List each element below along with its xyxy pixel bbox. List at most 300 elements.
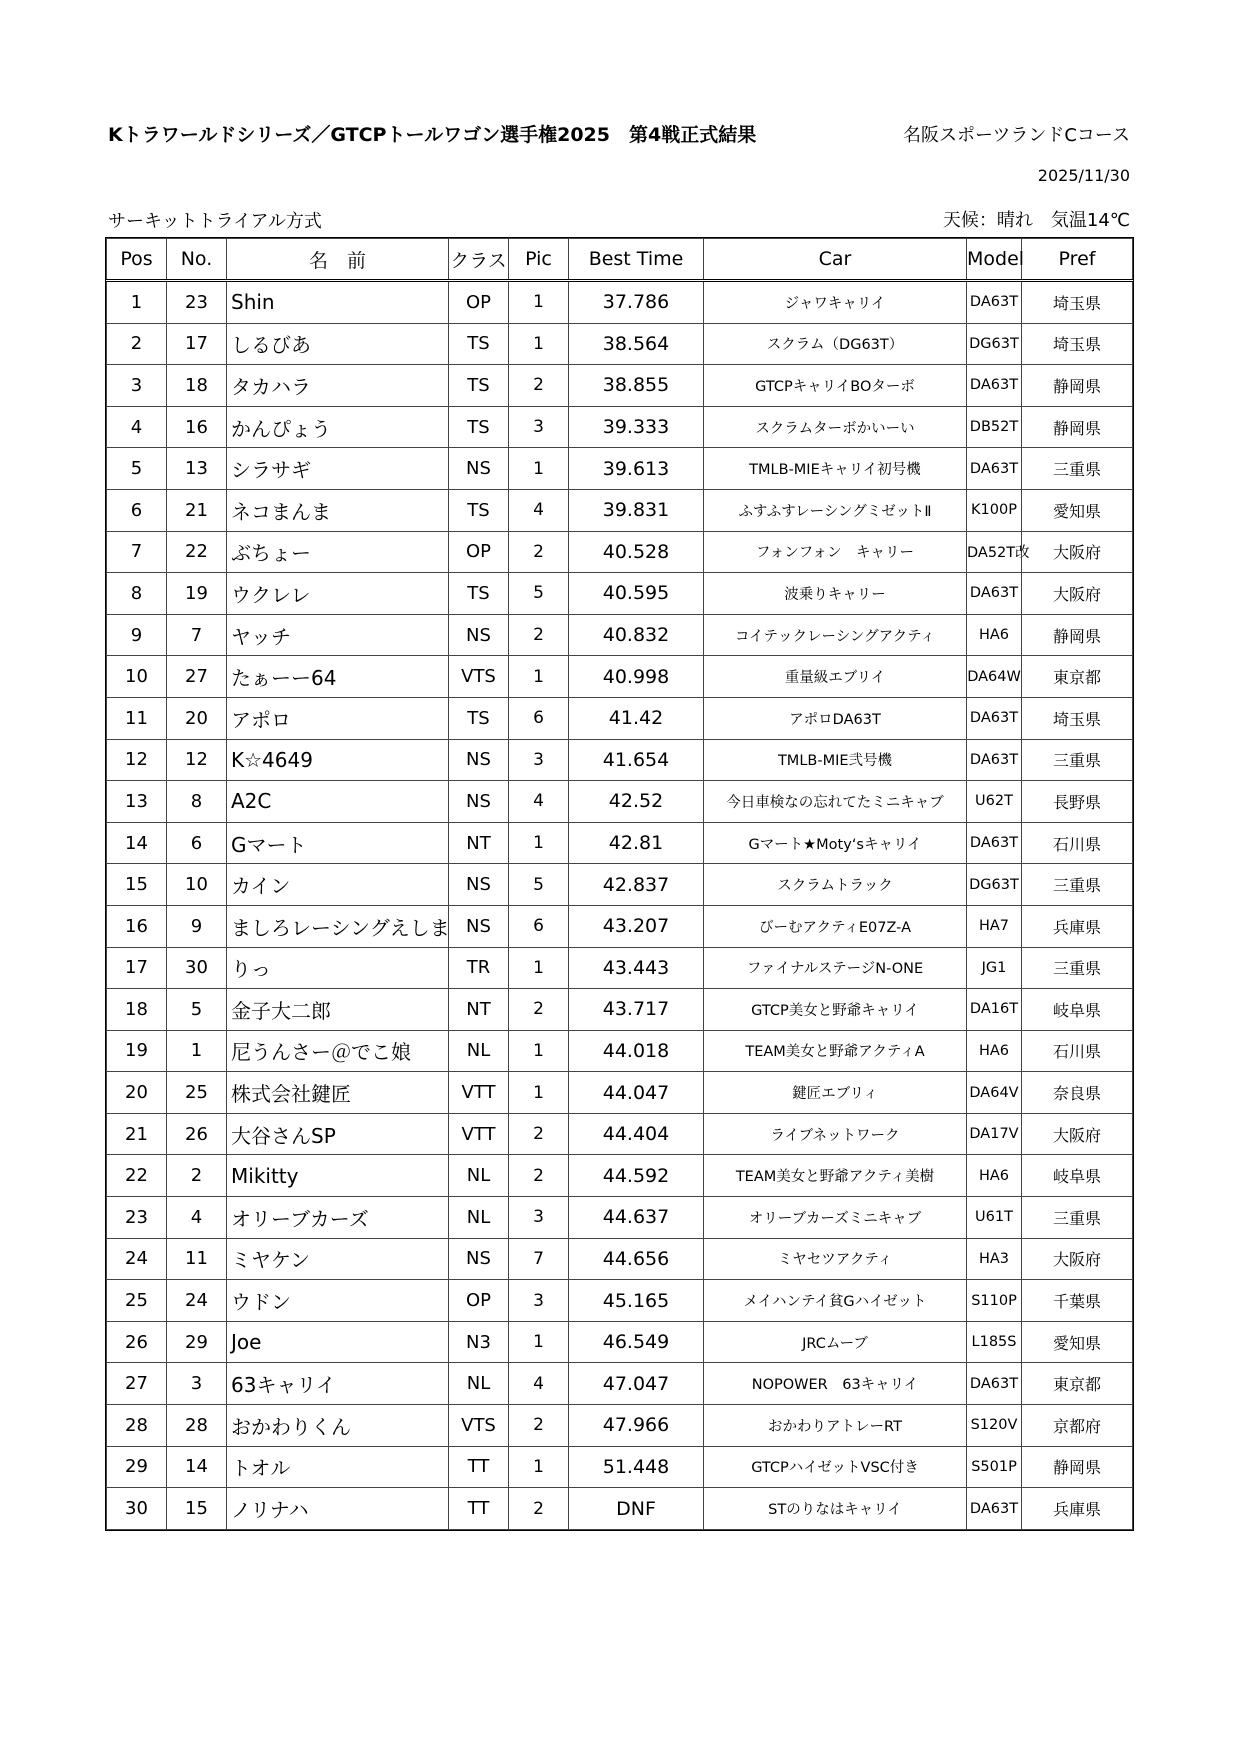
cell-class: OP	[449, 1280, 509, 1322]
cell-best-time: 45.165	[569, 1280, 704, 1322]
cell-pic: 7	[509, 1238, 569, 1280]
cell-pref: 大阪府	[1022, 1113, 1133, 1155]
cell-pos: 9	[107, 614, 167, 656]
cell-best-time: 46.549	[569, 1321, 704, 1363]
cell-name: タカハラ	[227, 365, 449, 407]
cell-pic: 1	[509, 1321, 569, 1363]
table-row	[107, 781, 1133, 823]
cell-pref: 京都府	[1022, 1405, 1133, 1447]
cell-class: NS	[449, 448, 509, 490]
table-row	[107, 1113, 1133, 1155]
cell-pref: 奈良県	[1022, 1072, 1133, 1114]
cell-name: アポロ	[227, 697, 449, 739]
cell-pref: 岐阜県	[1022, 1155, 1133, 1197]
cell-number: 21	[167, 489, 227, 531]
table-row	[107, 697, 1133, 739]
cell-name: おかわりくん	[227, 1405, 449, 1447]
cell-car: TMLB-MIEキャリイ初号機	[704, 448, 967, 490]
cell-number: 25	[167, 1072, 227, 1114]
cell-class: NL	[449, 1155, 509, 1197]
cell-pref: 大阪府	[1022, 531, 1133, 573]
table-row	[107, 1072, 1133, 1114]
cell-class: NL	[449, 1363, 509, 1405]
cell-best-time: 44.047	[569, 1072, 704, 1114]
cell-pic: 1	[509, 822, 569, 864]
cell-pic: 1	[509, 323, 569, 365]
cell-number: 24	[167, 1280, 227, 1322]
cell-number: 29	[167, 1321, 227, 1363]
cell-car: ふすふすレーシングミゼットⅡ	[704, 489, 967, 531]
cell-pic: 1	[509, 281, 569, 324]
cell-class: TR	[449, 947, 509, 989]
cell-name: ウクレレ	[227, 573, 449, 615]
cell-car: メイハンテイ貧Gハイゼット	[704, 1280, 967, 1322]
cell-class: NT	[449, 989, 509, 1031]
table-row	[107, 656, 1133, 698]
table-row	[107, 281, 1133, 324]
table-row	[107, 573, 1133, 615]
cell-pref: 埼玉県	[1022, 323, 1133, 365]
document-title: Kトラワールドシリーズ／GTCPトールワゴン選手権2025 第4戦正式結果	[108, 124, 757, 146]
cell-model: DA17V	[967, 1113, 1022, 1155]
cell-class: VTS	[449, 656, 509, 698]
cell-pref: 長野県	[1022, 781, 1133, 823]
cell-number: 13	[167, 448, 227, 490]
results-table	[106, 238, 1133, 1530]
cell-pref: 静岡県	[1022, 1446, 1133, 1488]
cell-pref: 埼玉県	[1022, 697, 1133, 739]
cell-number: 22	[167, 531, 227, 573]
cell-model: DG63T	[967, 323, 1022, 365]
table-row	[107, 614, 1133, 656]
cell-best-time: 38.855	[569, 365, 704, 407]
table-row	[107, 531, 1133, 573]
table-row	[107, 989, 1133, 1031]
cell-pos: 13	[107, 781, 167, 823]
cell-pic: 2	[509, 1113, 569, 1155]
cell-pos: 24	[107, 1238, 167, 1280]
cell-name: 株式会社鍵匠	[227, 1072, 449, 1114]
cell-car: 波乗りキャリー	[704, 573, 967, 615]
cell-pos: 8	[107, 573, 167, 615]
cell-model: DA63T	[967, 281, 1022, 324]
table-row	[107, 1321, 1133, 1363]
cell-pos: 6	[107, 489, 167, 531]
cell-pref: 三重県	[1022, 864, 1133, 906]
cell-pos: 3	[107, 365, 167, 407]
cell-car: 鍵匠エブリィ	[704, 1072, 967, 1114]
cell-best-time: 40.595	[569, 573, 704, 615]
cell-number: 5	[167, 989, 227, 1031]
cell-name: ウドン	[227, 1280, 449, 1322]
cell-pref: 石川県	[1022, 822, 1133, 864]
cell-best-time: 38.564	[569, 323, 704, 365]
cell-class: NS	[449, 739, 509, 781]
cell-model: U61T	[967, 1197, 1022, 1239]
column-header-no: No.	[167, 239, 227, 281]
cell-name: Gマート	[227, 822, 449, 864]
cell-best-time: 44.018	[569, 1030, 704, 1072]
cell-best-time: 43.207	[569, 905, 704, 947]
table-row	[107, 864, 1133, 906]
cell-class: NS	[449, 781, 509, 823]
cell-car: GTCPキャリイBOターボ	[704, 365, 967, 407]
cell-name: オリーブカーズ	[227, 1197, 449, 1239]
cell-number: 1	[167, 1030, 227, 1072]
cell-pic: 3	[509, 739, 569, 781]
cell-pic: 4	[509, 489, 569, 531]
cell-number: 30	[167, 947, 227, 989]
table-row	[107, 1363, 1133, 1405]
cell-name: ネコまんま	[227, 489, 449, 531]
cell-model: S110P	[967, 1280, 1022, 1322]
cell-pos: 27	[107, 1363, 167, 1405]
cell-pic: 6	[509, 697, 569, 739]
cell-model: DA64V	[967, 1072, 1022, 1114]
cell-class: N3	[449, 1321, 509, 1363]
cell-model: JG1	[967, 947, 1022, 989]
cell-pic: 2	[509, 989, 569, 1031]
cell-number: 28	[167, 1405, 227, 1447]
cell-pic: 3	[509, 1280, 569, 1322]
cell-car: ライブネットワーク	[704, 1113, 967, 1155]
event-date: 2025/11/30	[1037, 166, 1130, 185]
cell-model: DA63T	[967, 448, 1022, 490]
cell-pref: 大阪府	[1022, 1238, 1133, 1280]
cell-pos: 25	[107, 1280, 167, 1322]
cell-best-time: 40.998	[569, 656, 704, 698]
cell-pos: 16	[107, 905, 167, 947]
cell-number: 15	[167, 1488, 227, 1530]
cell-number: 17	[167, 323, 227, 365]
column-header-name: 名 前	[227, 239, 449, 281]
cell-pic: 5	[509, 864, 569, 906]
cell-pos: 20	[107, 1072, 167, 1114]
cell-name: かんぴょう	[227, 406, 449, 448]
cell-best-time: 42.81	[569, 822, 704, 864]
cell-pic: 1	[509, 1446, 569, 1488]
cell-model: L185S	[967, 1321, 1022, 1363]
cell-number: 8	[167, 781, 227, 823]
cell-car: STのりなはキャリイ	[704, 1488, 967, 1530]
cell-class: TS	[449, 406, 509, 448]
cell-pos: 26	[107, 1321, 167, 1363]
cell-car: NOPOWER 63キャリイ	[704, 1363, 967, 1405]
cell-car: コイテックレーシングアクティ	[704, 614, 967, 656]
cell-car: スクラムターボかいーい	[704, 406, 967, 448]
cell-pref: 兵庫県	[1022, 905, 1133, 947]
table-row	[107, 323, 1133, 365]
cell-car: スクラム（DG63T）	[704, 323, 967, 365]
cell-pref: 三重県	[1022, 1197, 1133, 1239]
cell-best-time: 44.637	[569, 1197, 704, 1239]
table-row	[107, 1197, 1133, 1239]
table-row	[107, 365, 1133, 407]
cell-model: DA52T改	[967, 531, 1022, 573]
cell-pref: 東京都	[1022, 656, 1133, 698]
cell-pref: 静岡県	[1022, 365, 1133, 407]
results-body	[107, 281, 1133, 1530]
cell-best-time: 43.443	[569, 947, 704, 989]
cell-pic: 2	[509, 614, 569, 656]
cell-pic: 1	[509, 448, 569, 490]
cell-pic: 2	[509, 365, 569, 407]
cell-pos: 30	[107, 1488, 167, 1530]
cell-pos: 23	[107, 1197, 167, 1239]
cell-best-time: 42.52	[569, 781, 704, 823]
cell-car: おかわりアトレーRT	[704, 1405, 967, 1447]
cell-pic: 3	[509, 1197, 569, 1239]
cell-model: DA63T	[967, 365, 1022, 407]
cell-class: TS	[449, 365, 509, 407]
table-row	[107, 1030, 1133, 1072]
cell-model: K100P	[967, 489, 1022, 531]
cell-pos: 18	[107, 989, 167, 1031]
cell-best-time: DNF	[569, 1488, 704, 1530]
column-header-best-time: Best Time	[569, 239, 704, 281]
cell-pos: 12	[107, 739, 167, 781]
cell-class: TT	[449, 1446, 509, 1488]
cell-name: ノリナハ	[227, 1488, 449, 1530]
cell-car: GTCPハイゼットVSC付き	[704, 1446, 967, 1488]
cell-model: U62T	[967, 781, 1022, 823]
cell-pos: 22	[107, 1155, 167, 1197]
cell-name: カイン	[227, 864, 449, 906]
cell-car: 重量級エブリイ	[704, 656, 967, 698]
cell-number: 3	[167, 1363, 227, 1405]
cell-name: ましろレーシングえしま	[227, 905, 449, 947]
cell-car: オリーブカーズミニキャブ	[704, 1197, 967, 1239]
cell-model: S120V	[967, 1405, 1022, 1447]
cell-class: VTS	[449, 1405, 509, 1447]
cell-best-time: 39.831	[569, 489, 704, 531]
cell-number: 4	[167, 1197, 227, 1239]
cell-class: VTT	[449, 1072, 509, 1114]
cell-name: シラサギ	[227, 448, 449, 490]
cell-car: アポロDA63T	[704, 697, 967, 739]
cell-class: NL	[449, 1197, 509, 1239]
cell-pos: 17	[107, 947, 167, 989]
cell-best-time: 40.832	[569, 614, 704, 656]
cell-class: TT	[449, 1488, 509, 1530]
venue-name: 名阪スポーツランドCコース	[903, 125, 1130, 146]
cell-name: りっ	[227, 947, 449, 989]
cell-pic: 5	[509, 573, 569, 615]
cell-name: Shin	[227, 281, 449, 324]
cell-number: 20	[167, 697, 227, 739]
cell-best-time: 47.047	[569, 1363, 704, 1405]
cell-number: 2	[167, 1155, 227, 1197]
table-header-row	[107, 239, 1133, 281]
cell-number: 10	[167, 864, 227, 906]
cell-name: 大谷さんSP	[227, 1113, 449, 1155]
cell-number: 9	[167, 905, 227, 947]
cell-number: 12	[167, 739, 227, 781]
cell-pos: 4	[107, 406, 167, 448]
cell-class: TS	[449, 323, 509, 365]
cell-best-time: 44.592	[569, 1155, 704, 1197]
cell-number: 6	[167, 822, 227, 864]
cell-model: DB52T	[967, 406, 1022, 448]
cell-number: 18	[167, 365, 227, 407]
cell-best-time: 40.528	[569, 531, 704, 573]
cell-best-time: 41.654	[569, 739, 704, 781]
column-header-car: Car	[704, 239, 967, 281]
column-header-class: クラス	[449, 239, 509, 281]
cell-best-time: 37.786	[569, 281, 704, 324]
cell-pref: 愛知県	[1022, 489, 1133, 531]
cell-pic: 2	[509, 1405, 569, 1447]
cell-car: Gマート★Moty‘sキャリイ	[704, 822, 967, 864]
cell-pref: 東京都	[1022, 1363, 1133, 1405]
cell-class: VTT	[449, 1113, 509, 1155]
cell-name: K☆4649	[227, 739, 449, 781]
table-row	[107, 1238, 1133, 1280]
cell-model: S501P	[967, 1446, 1022, 1488]
table-row	[107, 739, 1133, 781]
cell-name: しるびあ	[227, 323, 449, 365]
table-row	[107, 1488, 1133, 1530]
cell-name: 63キャリイ	[227, 1363, 449, 1405]
cell-number: 14	[167, 1446, 227, 1488]
cell-pos: 1	[107, 281, 167, 324]
table-row	[107, 489, 1133, 531]
cell-pref: 三重県	[1022, 947, 1133, 989]
cell-pic: 2	[509, 531, 569, 573]
cell-pic: 1	[509, 656, 569, 698]
cell-pic: 1	[509, 1030, 569, 1072]
cell-class: NL	[449, 1030, 509, 1072]
cell-name: Joe	[227, 1321, 449, 1363]
column-header-pic: Pic	[509, 239, 569, 281]
cell-model: DA64W	[967, 656, 1022, 698]
cell-pref: 大阪府	[1022, 573, 1133, 615]
cell-best-time: 41.42	[569, 697, 704, 739]
cell-number: 16	[167, 406, 227, 448]
cell-pref: 愛知県	[1022, 1321, 1133, 1363]
cell-pic: 2	[509, 1155, 569, 1197]
cell-pref: 岐阜県	[1022, 989, 1133, 1031]
cell-pos: 21	[107, 1113, 167, 1155]
cell-car: びーむアクティE07Z-A	[704, 905, 967, 947]
cell-class: NS	[449, 614, 509, 656]
cell-model: DA63T	[967, 573, 1022, 615]
cell-model: DA63T	[967, 697, 1022, 739]
cell-car: TMLB-MIE弐号機	[704, 739, 967, 781]
cell-pic: 2	[509, 1488, 569, 1530]
cell-number: 26	[167, 1113, 227, 1155]
table-row	[107, 448, 1133, 490]
column-header-model: Model	[967, 239, 1022, 281]
cell-car: JRCムーブ	[704, 1321, 967, 1363]
cell-pos: 19	[107, 1030, 167, 1072]
cell-name: 尼うんさー＠でこ娘	[227, 1030, 449, 1072]
cell-car: 今日車検なの忘れてたミニキャブ	[704, 781, 967, 823]
cell-class: NS	[449, 1238, 509, 1280]
cell-pref: 兵庫県	[1022, 1488, 1133, 1530]
cell-pref: 三重県	[1022, 739, 1133, 781]
column-header-pref: Pref	[1022, 239, 1133, 281]
cell-name: トオル	[227, 1446, 449, 1488]
table-row	[107, 1280, 1133, 1322]
table-row	[107, 947, 1133, 989]
cell-car: ミヤセツアクティ	[704, 1238, 967, 1280]
cell-car: GTCP美女と野爺キャリイ	[704, 989, 967, 1031]
cell-pos: 2	[107, 323, 167, 365]
cell-pic: 1	[509, 947, 569, 989]
cell-model: DG63T	[967, 864, 1022, 906]
cell-car: フォンフォン キャリー	[704, 531, 967, 573]
cell-class: OP	[449, 281, 509, 324]
cell-pos: 15	[107, 864, 167, 906]
table-row	[107, 1155, 1133, 1197]
cell-car: スクラムトラック	[704, 864, 967, 906]
cell-number: 19	[167, 573, 227, 615]
cell-model: HA6	[967, 614, 1022, 656]
table-row	[107, 822, 1133, 864]
cell-car: ファイナルステージN-ONE	[704, 947, 967, 989]
cell-class: OP	[449, 531, 509, 573]
cell-model: DA16T	[967, 989, 1022, 1031]
cell-pos: 11	[107, 697, 167, 739]
cell-class: TS	[449, 697, 509, 739]
cell-name: たぁーー64	[227, 656, 449, 698]
cell-pos: 29	[107, 1446, 167, 1488]
cell-car: TEAM美女と野爺アクティ美樹	[704, 1155, 967, 1197]
cell-pic: 1	[509, 1072, 569, 1114]
cell-pic: 4	[509, 781, 569, 823]
event-format: サーキットトライアル方式	[108, 211, 322, 232]
cell-name: ヤッチ	[227, 614, 449, 656]
cell-pref: 埼玉県	[1022, 281, 1133, 324]
cell-pos: 10	[107, 656, 167, 698]
column-header-pos: Pos	[107, 239, 167, 281]
cell-pic: 3	[509, 406, 569, 448]
cell-pref: 静岡県	[1022, 406, 1133, 448]
cell-pos: 14	[107, 822, 167, 864]
cell-best-time: 44.656	[569, 1238, 704, 1280]
cell-model: DA63T	[967, 739, 1022, 781]
cell-model: HA6	[967, 1030, 1022, 1072]
cell-model: DA63T	[967, 1363, 1022, 1405]
cell-name: 金子大二郎	[227, 989, 449, 1031]
cell-class: NS	[449, 864, 509, 906]
cell-car: ジャワキャリイ	[704, 281, 967, 324]
cell-number: 11	[167, 1238, 227, 1280]
table-row	[107, 406, 1133, 448]
cell-best-time: 44.404	[569, 1113, 704, 1155]
table-row	[107, 905, 1133, 947]
cell-pos: 7	[107, 531, 167, 573]
cell-best-time: 47.966	[569, 1405, 704, 1447]
cell-best-time: 39.333	[569, 406, 704, 448]
weather-info: 天候：晴れ 気温14℃	[942, 210, 1130, 231]
cell-number: 27	[167, 656, 227, 698]
cell-name: ミヤケン	[227, 1238, 449, 1280]
cell-class: NS	[449, 905, 509, 947]
cell-pos: 5	[107, 448, 167, 490]
cell-class: TS	[449, 489, 509, 531]
cell-best-time: 39.613	[569, 448, 704, 490]
cell-pos: 28	[107, 1405, 167, 1447]
cell-model: HA3	[967, 1238, 1022, 1280]
cell-model: DA63T	[967, 822, 1022, 864]
cell-class: NT	[449, 822, 509, 864]
cell-name: A2C	[227, 781, 449, 823]
cell-best-time: 42.837	[569, 864, 704, 906]
cell-pref: 三重県	[1022, 448, 1133, 490]
cell-model: DA63T	[967, 1488, 1022, 1530]
